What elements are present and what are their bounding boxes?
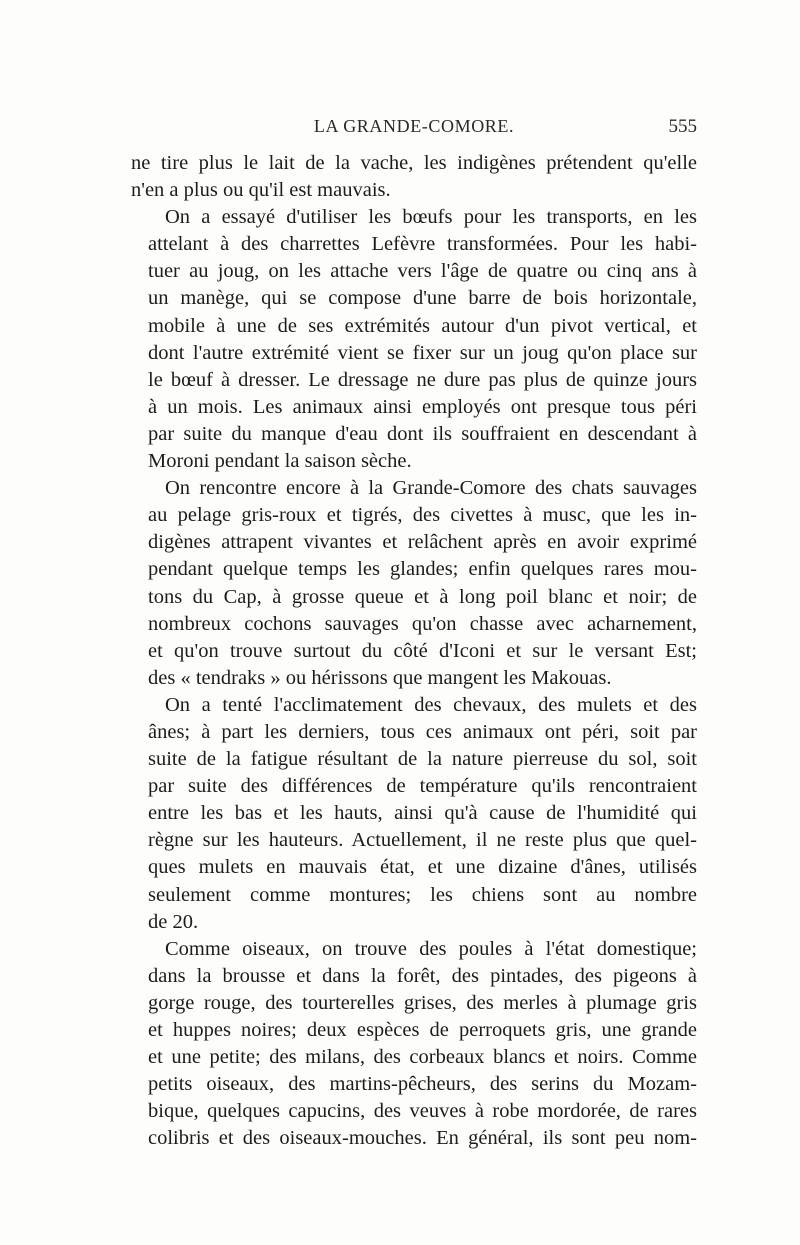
text-line: des « tendraks » ou hérissons que mangent les Makouas. [148,666,612,689]
paragraph-5 [131,936,697,1153]
text-line: dans la brousse et dans la forêt, des pintades, des pigeons à [148,964,697,987]
text-line: et une petite; des milans, des corbeaux blancs et noirs. Comme [148,1046,697,1069]
running-head-title: LA GRANDE-COMORE. [313,116,515,136]
text-line: mobile à une de ses extrémités autour d'un pivot vertical, et [148,314,697,337]
text-line: pendant quelque temps les glandes; enfin quelques rares mou- [148,558,697,581]
text-line: ne tire plus le lait de la vache, les indigènes prétendent qu'elle [131,152,697,174]
text-line: entre les bas et les hauts, ainsi qu'à cause de l'humidité qui [148,802,697,825]
text-line: On a essayé d'utiliser les bœufs pour les transports, en les [165,206,697,229]
text-line: petits oiseaux, des martins-pêcheurs, des serins du Mozam- [148,1073,697,1096]
text-line: ânes; à part les derniers, tous ces animaux ont péri, soit par [148,720,697,743]
text-line: tons du Cap, à grosse queue et à long poil blanc et noir; de [148,585,697,608]
text-line: seulement comme montures; les chiens sont au nombre [148,883,697,906]
text-line: n'en a plus ou qu'il est mauvais. [131,179,391,202]
text-line: attelant à des charrettes Lefèvre transformées. Pour les habi- [148,233,697,256]
text-line: le bœuf à dresser. Le dressage ne dure pas plus de quinze jours [148,368,697,391]
text-line: Moroni pendant la saison sèche. [148,450,412,473]
text-line: par suite du manque d'eau dont ils souffraient en descendant à [148,422,697,445]
text-line: digènes attrapent vivantes et relâchent après en avoir exprimé [148,531,697,554]
text-line: et huppes noires; deux espèces de perroquets gris, une grande [148,1019,697,1041]
text-line: ques mulets en mauvais état, et une dizaine d'ânes, utilisés [148,856,697,879]
text-line: tuer au joug, on les attache vers l'âge de quatre ou cinq ans à [148,260,697,283]
text-line: par suite des différences de température qu'ils rencontraient [148,775,697,798]
text-line: Comme oiseaux, on trouve des poules à l'état domestique; [165,937,697,960]
text-line: nombreux cochons sauvages qu'on chasse avec acharnement, [148,612,697,635]
text-line: gorge rouge, des tourterelles grises, des merles à plumage gris [148,991,697,1014]
paragraph-2 [131,204,697,475]
text-line: règne sur les hauteurs. Actuellement, il ne reste plus que quel- [148,829,697,852]
text-line: dont l'autre extrémité vient se fixer sur un joug qu'on place sur [148,341,697,364]
paragraph-4 [131,692,697,936]
text-line: colibris et des oiseaux-mouches. En général, ils sont peu nom- [148,1127,697,1150]
text-line: On a tenté l'acclimatement des chevaux, des mulets et des [165,693,697,716]
text-line: et qu'on trouve surtout du côté d'Iconi et sur le versant Est; [148,639,697,662]
paragraph-1 [131,150,697,204]
text-line: suite de la fatigue résultant de la nature pierreuse du sol, soit [148,748,697,771]
text-line: à un mois. Les animaux ainsi employés ont presque tous péri [148,395,697,418]
running-head [131,116,697,140]
page-number: 555 [668,116,697,137]
paragraph-3 [131,475,697,692]
text-line: On rencontre encore à la Grande-Comore des chats sauvages [165,477,697,500]
text-line: un manège, qui se compose d'une barre de bois horizontale, [148,287,697,310]
text-line: de 20. [148,910,199,933]
text-line: bique, quelques capucins, des veuves à robe mordorée, de rares [148,1100,697,1123]
body-text [131,150,697,1152]
text-line: au pelage gris-roux et tigrés, des civettes à musc, que les in- [148,504,697,527]
